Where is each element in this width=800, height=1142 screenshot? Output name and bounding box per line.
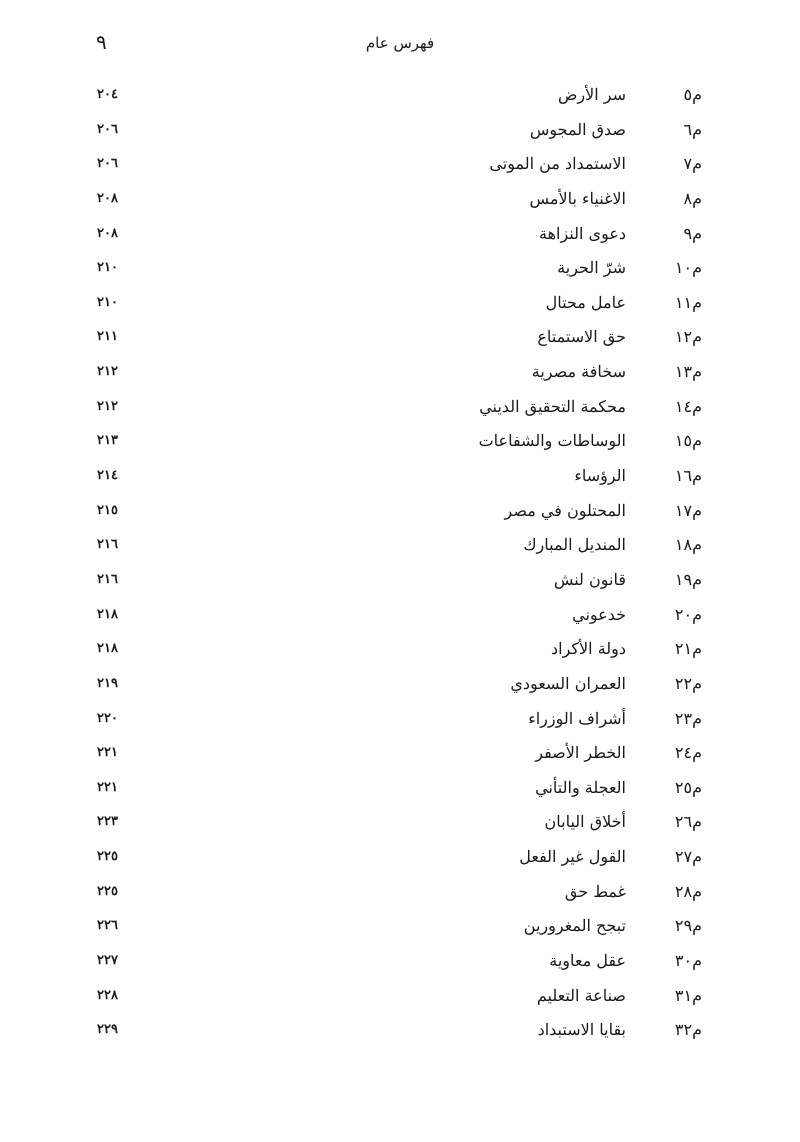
index-entry xyxy=(0,289,800,324)
index-entry xyxy=(0,185,800,220)
entry-code: م١١ xyxy=(674,292,702,312)
index-entry xyxy=(0,220,800,255)
entry-code: م٢٦ xyxy=(674,812,702,832)
entry-title: دعوى النزاهة xyxy=(539,223,626,243)
index-entry xyxy=(0,808,800,843)
entry-title: العمران السعودي xyxy=(510,673,626,693)
entry-page-number: ٢٢٣ xyxy=(97,814,118,830)
entry-code: م٣٢ xyxy=(674,1020,702,1040)
entry-title: الاستمداد من الموتى xyxy=(489,154,626,174)
index-entry xyxy=(0,670,800,705)
entry-title: غمط حق xyxy=(564,881,626,901)
entry-page-number: ٢٢٩ xyxy=(97,1022,118,1038)
index-entry xyxy=(0,497,800,532)
page-number: ٩ xyxy=(96,30,107,54)
entry-title: الوساطات والشفاعات xyxy=(478,431,626,451)
index-entry xyxy=(0,1016,800,1051)
entry-code: م٢٠ xyxy=(674,604,702,624)
entry-page-number: ٢٠٤ xyxy=(97,87,118,102)
entry-page-number: ٢٠٦ xyxy=(97,121,118,137)
entry-code: م٢٨ xyxy=(674,881,702,901)
entry-page-number: ٢١٨ xyxy=(97,641,118,657)
entry-code: م٢٧ xyxy=(674,847,702,867)
entry-code: م٢٣ xyxy=(674,708,702,728)
entry-page-number: ٢١٢ xyxy=(97,398,118,414)
entry-title: المنديل المبارك xyxy=(523,535,626,555)
entry-code: م٩ xyxy=(683,223,702,243)
index-entry xyxy=(0,705,800,740)
index-entry xyxy=(0,254,800,289)
entry-title: صدق المجوس xyxy=(529,119,626,139)
index-entry xyxy=(0,982,800,1017)
entry-page-number: ٢١٢ xyxy=(97,364,118,380)
index-entry xyxy=(0,150,800,185)
entry-title: الخطر الأصفر xyxy=(535,743,626,763)
entry-code: م٨ xyxy=(683,188,702,208)
entry-title: بقايا الاستبداد xyxy=(537,1020,626,1040)
entry-title: شرّ الحرية xyxy=(557,258,626,278)
entry-code: م٢٥ xyxy=(674,777,702,797)
index-entry xyxy=(0,358,800,393)
index-entry xyxy=(0,427,800,462)
entry-page-number: ٢٠٨ xyxy=(97,190,118,206)
entry-title: المحتلون في مصر xyxy=(504,500,626,520)
entry-title: قانون لنش xyxy=(553,569,626,589)
index-entries xyxy=(0,81,800,1051)
entry-page-number: ٢١٤ xyxy=(97,468,118,484)
entry-code: م٧ xyxy=(683,154,702,174)
entry-code: م٣١ xyxy=(674,985,702,1005)
entry-page-number: ٢١٦ xyxy=(97,537,118,553)
entry-page-number: ٢٢٥ xyxy=(97,849,118,865)
entry-title: عامل محتال xyxy=(545,292,626,312)
entry-page-number: ٢١١ xyxy=(97,329,118,345)
index-entry xyxy=(0,393,800,428)
entry-page-number: ٢١٩ xyxy=(97,675,118,691)
entry-page-number: ٢٢٨ xyxy=(97,987,118,1003)
index-entry xyxy=(0,878,800,913)
entry-title: العجلة والتأني xyxy=(535,777,626,797)
index-entry xyxy=(0,601,800,636)
entry-page-number: ٢١٨ xyxy=(97,606,118,622)
entry-title: حق الاستمتاع xyxy=(537,327,626,347)
index-entry xyxy=(0,531,800,566)
entry-code: م١٢ xyxy=(674,327,702,347)
entry-code: م١٦ xyxy=(674,466,702,486)
index-entry xyxy=(0,947,800,982)
entry-title: الاغنياء بالأمس xyxy=(529,188,626,208)
entry-code: م١٨ xyxy=(674,535,702,555)
index-entry xyxy=(0,774,800,809)
entry-code: م١٩ xyxy=(674,569,702,589)
entry-code: م١٤ xyxy=(674,396,702,416)
running-header-title: فهرس عام xyxy=(365,34,435,52)
entry-title: سر الأرض xyxy=(558,85,626,104)
index-entry xyxy=(0,323,800,358)
entry-page-number: ٢٢٠ xyxy=(97,710,118,726)
entry-page-number: ٢٢١ xyxy=(97,779,118,795)
index-entry xyxy=(0,81,800,116)
entry-page-number: ٢١٦ xyxy=(97,571,118,587)
entry-title: صناعة التعليم xyxy=(536,985,626,1005)
entry-code: م١٥ xyxy=(674,431,702,451)
entry-code: م٢١ xyxy=(674,639,702,659)
entry-title: محكمة التحقيق الديني xyxy=(479,396,626,416)
entry-title: عقل معاوية xyxy=(549,951,626,971)
entry-page-number: ٢٢٧ xyxy=(97,953,118,969)
entry-code: م٢٤ xyxy=(674,743,702,763)
entry-page-number: ٢٢٦ xyxy=(97,918,118,934)
index-entry xyxy=(0,462,800,497)
index-entry xyxy=(0,635,800,670)
entry-page-number: ٢٠٦ xyxy=(97,156,118,172)
entry-title: القول غير الفعل xyxy=(519,847,626,867)
entry-code: م١٠ xyxy=(674,258,702,278)
entry-code: م٣٠ xyxy=(674,951,702,971)
index-entry xyxy=(0,566,800,601)
index-entry xyxy=(0,116,800,151)
entry-page-number: ٢١٥ xyxy=(97,502,118,518)
index-entry xyxy=(0,739,800,774)
entry-title: أشراف الوزراء xyxy=(528,708,626,728)
entry-title: الرؤساء xyxy=(574,466,626,486)
entry-code: م٢٢ xyxy=(674,673,702,693)
entry-code: م٢٩ xyxy=(674,916,702,936)
entry-code: م١٣ xyxy=(674,362,702,382)
entry-title: دولة الأكراد xyxy=(551,639,626,659)
entry-page-number: ٢٠٨ xyxy=(97,225,118,241)
entry-title: تبجح المغرورين xyxy=(523,916,626,936)
entry-page-number: ٢١٠ xyxy=(97,260,118,276)
entry-page-number: ٢٢٥ xyxy=(97,883,118,899)
entry-code: م١٧ xyxy=(674,500,702,520)
entry-page-number: ٢١٠ xyxy=(97,294,118,310)
entry-title: سخافة مصرية xyxy=(531,362,626,382)
index-entry xyxy=(0,912,800,947)
index-entry xyxy=(0,843,800,878)
entry-page-number: ٢١٣ xyxy=(97,433,118,449)
entry-title: خدعوني xyxy=(572,604,626,624)
entry-code: م٥ xyxy=(683,85,702,104)
entry-page-number: ٢٢١ xyxy=(97,745,118,761)
entry-title: أخلاق اليابان xyxy=(544,812,626,832)
entry-code: م٦ xyxy=(683,119,702,139)
